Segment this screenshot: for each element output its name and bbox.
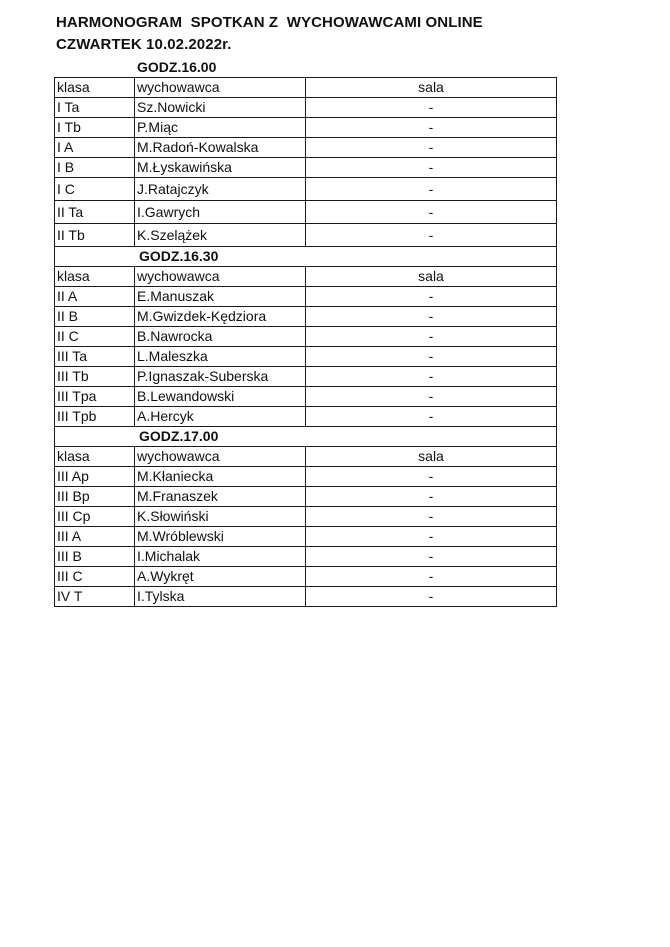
klasa-cell: III Cp: [55, 507, 135, 527]
table-row: [55, 158, 557, 178]
wychowawca-cell: B.Nawrocka: [135, 327, 306, 347]
table-row: [55, 507, 557, 527]
table-row: [55, 118, 557, 138]
wychowawca-cell: M.Franaszek: [135, 487, 306, 507]
header-sala: sala: [306, 447, 557, 467]
klasa-cell: III C: [55, 567, 135, 587]
table-header-row: [55, 447, 557, 467]
wychowawca-cell: P.Ignaszak-Suberska: [135, 367, 306, 387]
wychowawca-cell: M.Wróblewski: [135, 527, 306, 547]
sala-cell: -: [306, 327, 557, 347]
wychowawca-cell: J.Ratajczyk: [135, 178, 306, 201]
sala-cell: -: [306, 507, 557, 527]
table-row: [55, 327, 557, 347]
table-row: [55, 487, 557, 507]
klasa-cell: III A: [55, 527, 135, 547]
time-slot-heading: GODZ.16.00: [137, 59, 217, 75]
header-wychowawca: wychowawca: [135, 447, 306, 467]
wychowawca-cell: E.Manuszak: [135, 287, 306, 307]
klasa-cell: I A: [55, 138, 135, 158]
sala-cell: -: [306, 307, 557, 327]
sala-cell: -: [306, 201, 557, 224]
wychowawca-cell: K.Szelążek: [135, 224, 306, 247]
sala-cell: -: [306, 487, 557, 507]
table-header-row: [55, 78, 557, 98]
wychowawca-cell: A.Wykręt: [135, 567, 306, 587]
wychowawca-cell: M.Gwizdek-Kędziora: [135, 307, 306, 327]
header-sala: sala: [306, 267, 557, 287]
header-klasa: klasa: [55, 447, 135, 467]
table-row: [55, 178, 557, 201]
sala-cell: -: [306, 527, 557, 547]
wychowawca-cell: L.Maleszka: [135, 347, 306, 367]
klasa-cell: II Tb: [55, 224, 135, 247]
wychowawca-cell: M.Radoń-Kowalska: [135, 138, 306, 158]
sala-cell: -: [306, 224, 557, 247]
wychowawca-cell: K.Słowiński: [135, 507, 306, 527]
sala-cell: -: [306, 467, 557, 487]
klasa-cell: I Tb: [55, 118, 135, 138]
klasa-cell: III Ta: [55, 347, 135, 367]
table-row: [55, 347, 557, 367]
sala-cell: -: [306, 138, 557, 158]
klasa-cell: II B: [55, 307, 135, 327]
klasa-cell: II Ta: [55, 201, 135, 224]
time-slot-heading: GODZ.17.00: [55, 427, 557, 447]
table-row: [55, 98, 557, 118]
header-sala: sala: [306, 78, 557, 98]
sala-cell: -: [306, 287, 557, 307]
wychowawca-cell: M.Kłaniecka: [135, 467, 306, 487]
sala-cell: -: [306, 547, 557, 567]
sala-cell: -: [306, 567, 557, 587]
sala-cell: -: [306, 158, 557, 178]
klasa-cell: I C: [55, 178, 135, 201]
sala-cell: -: [306, 367, 557, 387]
klasa-cell: III Ap: [55, 467, 135, 487]
klasa-cell: III Tpb: [55, 407, 135, 427]
klasa-cell: III B: [55, 547, 135, 567]
sala-cell: -: [306, 118, 557, 138]
wychowawca-cell: B.Lewandowski: [135, 387, 306, 407]
table-row: [55, 138, 557, 158]
schedule-table: [54, 77, 557, 607]
document-title: HARMONOGRAM SPOTKAN Z WYCHOWAWCAMI ONLINE: [56, 14, 483, 31]
table-row: [55, 587, 557, 607]
table-row: [55, 407, 557, 427]
header-wychowawca: wychowawca: [135, 267, 306, 287]
table-row: [55, 547, 557, 567]
klasa-cell: III Bp: [55, 487, 135, 507]
wychowawca-cell: A.Hercyk: [135, 407, 306, 427]
document-date: CZWARTEK 10.02.2022r.: [56, 36, 232, 53]
table-row: [55, 224, 557, 247]
sala-cell: -: [306, 587, 557, 607]
wychowawca-cell: I.Gawrych: [135, 201, 306, 224]
header-klasa: klasa: [55, 78, 135, 98]
header-wychowawca: wychowawca: [135, 78, 306, 98]
klasa-cell: IV T: [55, 587, 135, 607]
header-klasa: klasa: [55, 267, 135, 287]
table-header-row: [55, 267, 557, 287]
sala-cell: -: [306, 98, 557, 118]
table-row: [55, 201, 557, 224]
wychowawca-cell: M.Łyskawińska: [135, 158, 306, 178]
klasa-cell: II C: [55, 327, 135, 347]
sala-cell: -: [306, 387, 557, 407]
wychowawca-cell: Sz.Nowicki: [135, 98, 306, 118]
time-slot-heading: GODZ.16.30: [55, 247, 557, 267]
klasa-cell: III Tpa: [55, 387, 135, 407]
sala-cell: -: [306, 407, 557, 427]
table-row: [55, 567, 557, 587]
sala-cell: -: [306, 347, 557, 367]
klasa-cell: I B: [55, 158, 135, 178]
table-row: [55, 287, 557, 307]
wychowawca-cell: I.Tylska: [135, 587, 306, 607]
table-row: [55, 527, 557, 547]
table-row: [55, 387, 557, 407]
table-row: [55, 467, 557, 487]
table-row: [55, 367, 557, 387]
klasa-cell: II A: [55, 287, 135, 307]
klasa-cell: I Ta: [55, 98, 135, 118]
wychowawca-cell: I.Michalak: [135, 547, 306, 567]
time-slot-row: [55, 247, 557, 267]
wychowawca-cell: P.Miąc: [135, 118, 306, 138]
klasa-cell: III Tb: [55, 367, 135, 387]
sala-cell: -: [306, 178, 557, 201]
time-slot-row: [55, 427, 557, 447]
table-row: [55, 307, 557, 327]
